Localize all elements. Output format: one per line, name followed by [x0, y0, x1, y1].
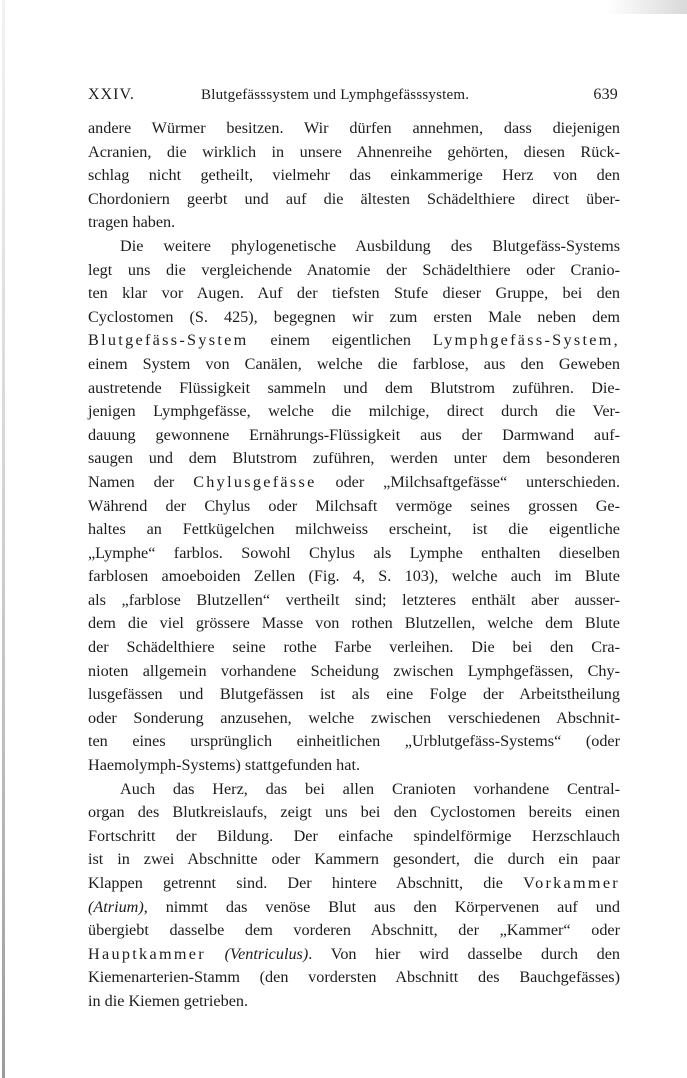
scan-corner-shading — [607, 0, 687, 14]
text-line: legt uns die vergleichende Anatomie der Schädelthiere oder Cranio- — [88, 260, 620, 279]
text-line: nioten allgemein vorhandene Scheidung zwischen Lymphgefässen, Chy- — [88, 661, 620, 680]
text-line: als „farblose Blutzellen“ vertheilt sind; letzteres enthält aber ausser- — [88, 590, 620, 609]
text-line: lusgefässen und Blutgefässen ist als eine Folge der Arbeitstheilung — [88, 685, 620, 704]
text-line: tragen haben. — [88, 213, 176, 232]
text-line: Acranien, die wirklich in unsere Ahnenreihe gehörten, diesen Rück- — [88, 142, 620, 161]
text-line: farblosen amoeboiden Zellen (Fig. 4, S. 103), welche auch im Blute — [88, 567, 620, 586]
running-header — [88, 86, 620, 110]
text-line: dem die viel grössere Masse von rothen Blutzellen, welche dem Blute — [88, 614, 620, 633]
text-line: Cyclostomen (S. 425), begegnen wir zum ersten Male neben dem — [88, 307, 620, 326]
chapter-number: XXIV. — [88, 86, 135, 103]
text-line: saugen und dem Blutstrom zuführen, werden unter dem besonderen — [88, 449, 620, 468]
text-line: Fortschritt der Bildung. Der einfache spindelförmige Herzschlauch — [88, 826, 620, 845]
page-number: 639 — [593, 86, 618, 103]
text-line: der Schädelthiere seine rothe Farbe verleihen. Die bei den Cra- — [88, 638, 620, 657]
text-line: Chordoniern geerbt und auf die ältesten Schädelthiere direct über- — [88, 189, 620, 208]
text-line: ten klar vor Augen. Auf der tiefsten Stufe dieser Gruppe, bei den — [88, 284, 620, 303]
text-line: andere Würmer besitzen. Wir dürfen annehmen, dass diejenigen — [88, 119, 620, 137]
text-line: organ des Blutkreislaufs, zeigt uns bei den Cyclostomen bereits einen — [88, 803, 620, 822]
text-line: einem System von Canälen, welche die farblose, aus den Geweben — [88, 354, 620, 373]
running-title: Blutgefässsystem und Lymphgefässsystem. — [201, 87, 470, 103]
text-line: Die weitere phylogenetische Ausbildung des Blutgefäss-Systems — [120, 236, 620, 255]
text-line: schlag nicht getheilt, vielmehr das einkammerige Herz von den — [88, 166, 620, 185]
page-edge-shadow — [2, 0, 5, 1078]
text-line: haltes an Fettkügelchen milchweiss erscheint, ist die eigentliche — [88, 520, 620, 539]
text-line: Haemolymph-Systems) stattgefunden hat. — [88, 756, 360, 775]
spaced-term: Hauptkammer — [88, 944, 206, 963]
text-line: übergiebt dasselbe dem vorderen Abschnitt, der „Kammer“ oder — [88, 921, 620, 940]
text-line: Blutgefäss-System einem eigentlichen Lymphgefäss-System, — [88, 331, 620, 350]
text-line: Auch das Herz, das bei allen Cranioten vorhandene Central- — [120, 779, 620, 798]
text-line: in die Kiemen getrieben. — [88, 991, 249, 1010]
text-line: „Lymphe“ farblos. Sowohl Chylus als Lymphe enthalten dieselben — [88, 543, 620, 562]
text-line: Kiemenarterien-Stamm (den vordersten Abschnitt des Bauchgefässes) — [88, 968, 620, 987]
spaced-term: Blutgefäss-System — [88, 331, 249, 350]
text-line: oder Sonderung anzusehen, welche zwischen verschiedenen Abschnit- — [88, 708, 620, 727]
text-line: dauung gewonnene Ernährungs-Flüssigkeit aus der Darmwand auf- — [88, 425, 620, 444]
text-line: jenigen Lymphgefässe, welche die milchige, direct durch die Ver- — [88, 402, 620, 421]
text-line: Hauptkammer (Ventriculus). Von hier wird dasselbe durch den — [88, 944, 620, 963]
text-line: (Atrium), nimmt das venöse Blut aus den Körpervenen auf und — [88, 897, 620, 916]
spaced-term: Vorkammer — [523, 874, 620, 892]
text-line: austretende Flüssigkeit sammeln und dem Blutstrom zuführen. Die- — [88, 378, 620, 397]
text-line: ten eines ursprünglich einheitlichen „Urblutgefäss-Systems“ (oder — [88, 732, 620, 751]
spaced-term: Chylusgefässe — [193, 472, 317, 491]
body-text — [88, 117, 620, 1014]
text-line: Klappen getrennt sind. Der hintere Abschnitt, die Vorkammer — [88, 874, 620, 892]
italic-term: (Atrium) — [88, 897, 144, 916]
spaced-term: Lymphgefäss-System, — [432, 331, 620, 350]
text-line: ist in zwei Abschnitte oder Kammern gesondert, die durch ein paar — [88, 850, 620, 869]
text-line: Namen der Chylusgefässe oder „Milchsaftgefässe“ unterschieden. — [88, 472, 621, 491]
italic-term: (Ventriculus) — [224, 944, 309, 963]
text-line: Während der Chylus oder Milchsaft vermöge seines grossen Ge- — [88, 496, 620, 515]
